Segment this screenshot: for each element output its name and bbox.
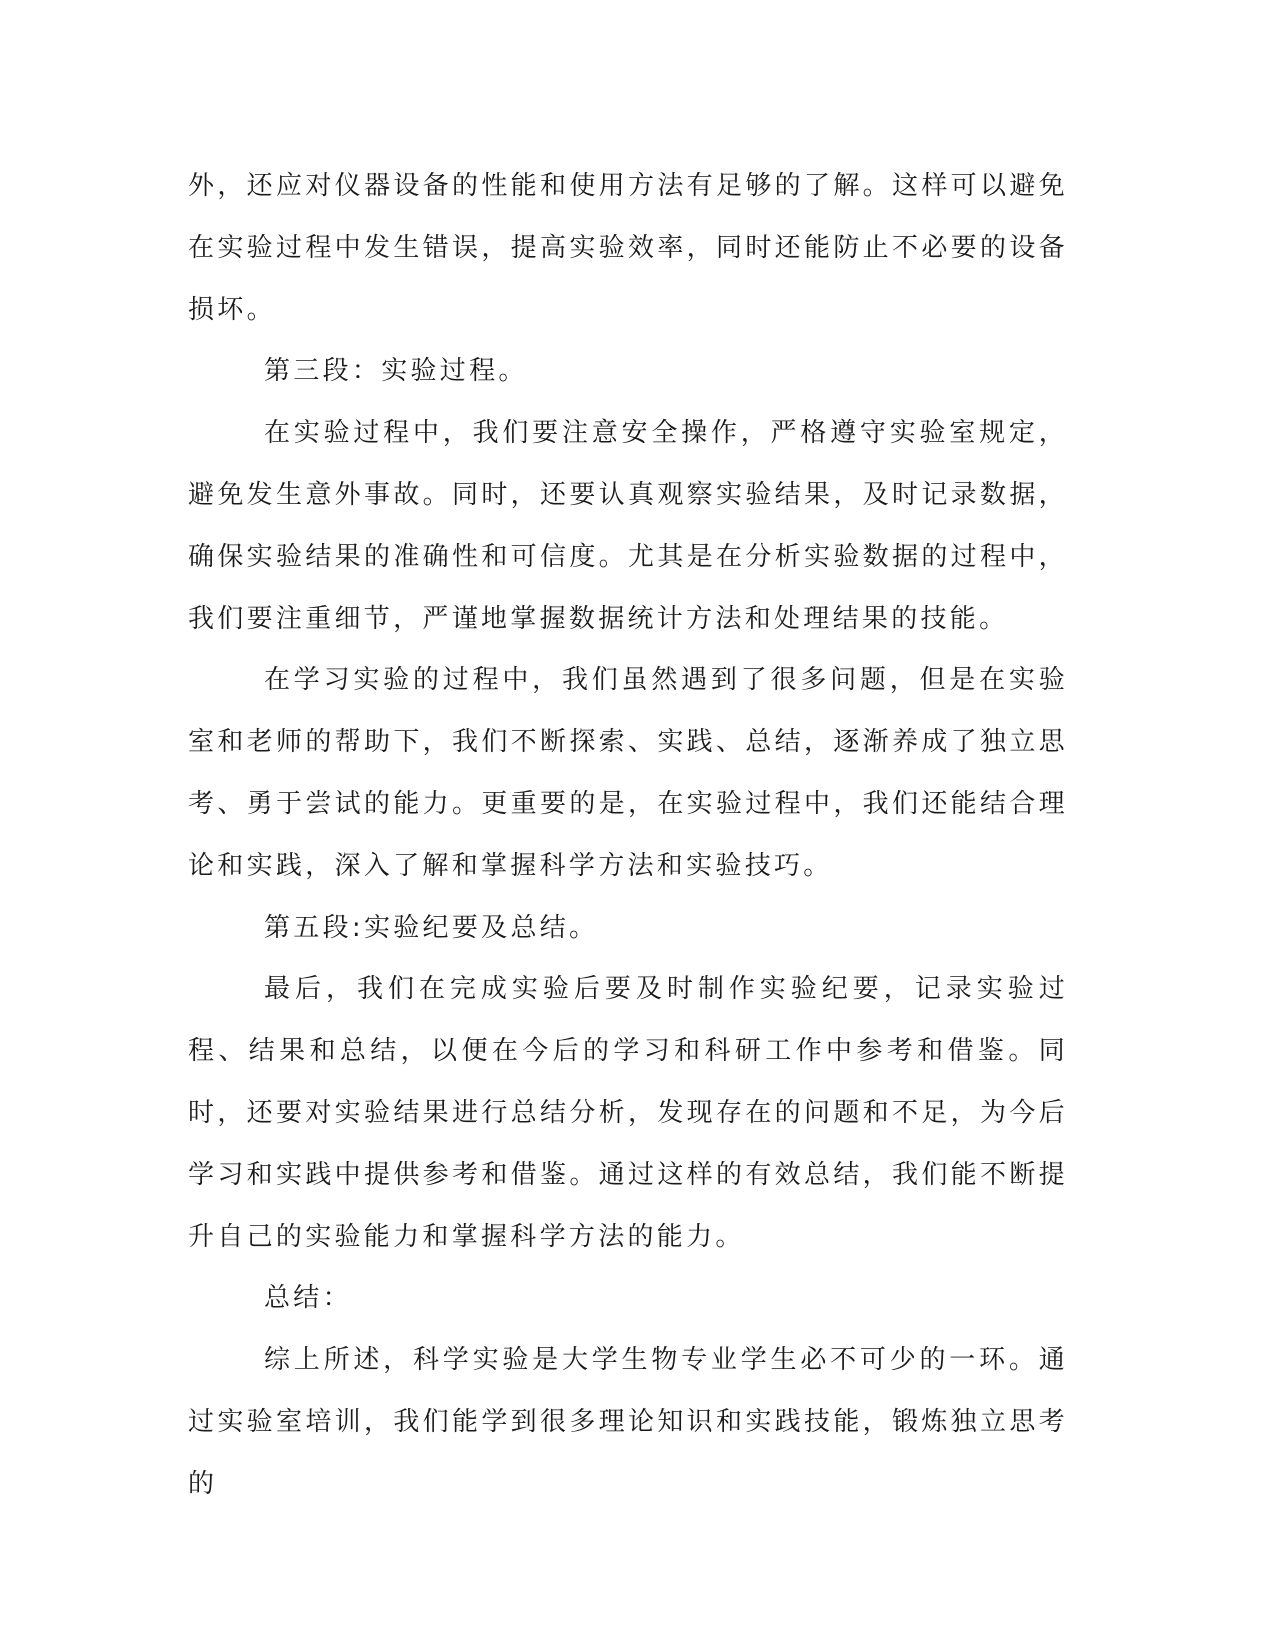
section-heading-conclusion: 总结： — [264, 1283, 352, 1314]
paragraph-experiment-process: 在实验过程中，我们要注意安全操作，严格遵守实验室规定，避免发生意外事故。同时，还要认真观察实验结果，及时记录数据，确保实验结果的准确性和可信度。尤其是在分析实验数据的过程中，我们要注重细节，严谨地掌握数据统计方法和处理结果的技能。 — [188, 418, 1068, 634]
paragraph-equipment-continued: 外，还应对仪器设备的性能和使用方法有足够的了解。这样可以避免在实验过程中发生错误，提高实验效率，同时还能防止不必要的设备损坏。 — [188, 171, 1068, 325]
section-heading-five: 第五段:实验纪要及总结。 — [264, 912, 599, 943]
section-heading-three: 第三段：实验过程。 — [264, 356, 528, 387]
paragraph-learning-experience: 在学习实验的过程中，我们虽然遇到了很多问题，但是在实验室和老师的帮助下，我们不断探索、实践、总结，逐渐养成了独立思考、勇于尝试的能力。更重要的是，在实验过程中，我们还能结合理论和实践，深入了解和掌握科学方法和实验技巧。 — [188, 665, 1068, 881]
document-body — [188, 156, 1068, 1516]
paragraph-conclusion: 综上所述，科学实验是大学生物专业学生必不可少的一环。通过实验室培训，我们能学到很多理论知识和实践技能，锻炼独立思考的 — [188, 1345, 1068, 1499]
paragraph-experiment-summary: 最后，我们在完成实验后要及时制作实验纪要，记录实验过程、结果和总结，以便在今后的学习和科研工作中参考和借鉴。同时，还要对实验结果进行总结分析，发现存在的问题和不足，为今后学习和实践中提供参考和借鉴。通过这样的有效总结，我们能不断提升自己的实验能力和掌握科学方法的能力。 — [188, 974, 1068, 1252]
